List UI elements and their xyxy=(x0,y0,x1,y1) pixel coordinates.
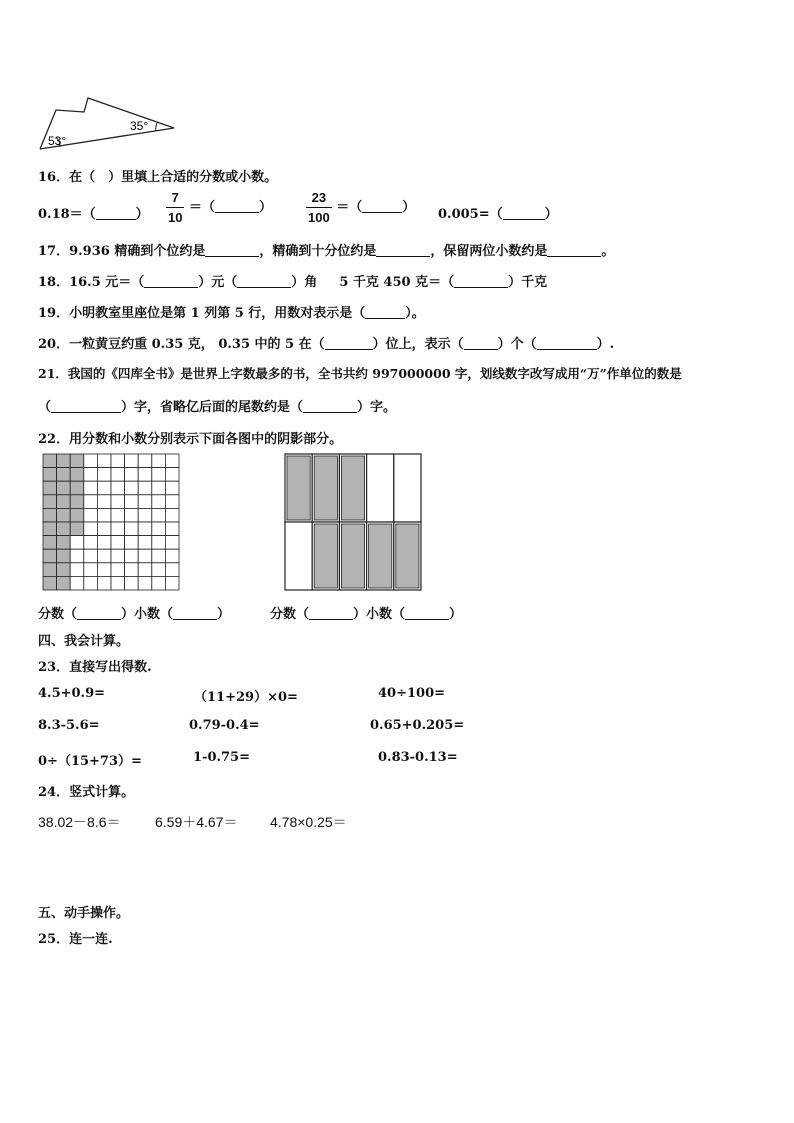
answer-blank[interactable] xyxy=(325,337,373,350)
grid-cell xyxy=(125,454,139,468)
grid-cell xyxy=(84,563,98,577)
grid-cell xyxy=(138,563,152,577)
grid-cell xyxy=(111,454,125,468)
q24-item: 38.02－8.6＝ xyxy=(38,814,121,830)
grid-cell xyxy=(84,522,98,536)
q23-item: 0.79-0.4= xyxy=(189,718,260,733)
grid-cell xyxy=(111,468,125,482)
grid-cell xyxy=(165,549,179,563)
grid-cell-shaded xyxy=(57,495,71,509)
grid-cell xyxy=(138,454,152,468)
grid-cell xyxy=(125,481,139,495)
grid-cell xyxy=(111,576,125,590)
grid-cell xyxy=(111,536,125,550)
grid-cell xyxy=(84,454,98,468)
grid-cell xyxy=(97,454,111,468)
angle-label-35: 35° xyxy=(130,119,149,133)
grid-cell-shaded xyxy=(57,549,71,563)
grid-cell xyxy=(111,508,125,522)
question-23: 23．直接写出得数. xyxy=(38,660,152,675)
grid-cell xyxy=(111,522,125,536)
grid-cell-shaded xyxy=(43,522,57,536)
grid-cell xyxy=(97,522,111,536)
grid-cell xyxy=(152,563,166,577)
grid-cell xyxy=(165,468,179,482)
ten-part-rectangle xyxy=(284,453,422,591)
grid-cell-shaded xyxy=(43,495,57,509)
grid-cell-shaded xyxy=(57,454,71,468)
grid-cell-shaded xyxy=(57,536,71,550)
grid-cell xyxy=(125,495,139,509)
grid-cell-shaded xyxy=(57,576,71,590)
grid-cell xyxy=(84,481,98,495)
rect-part xyxy=(285,522,312,590)
question-17: 17．9.936 精确到个位约是 ，精确到十分位约是 ，保留两位小数约是 。 xyxy=(38,244,615,259)
answer-blank[interactable] xyxy=(77,607,121,620)
grid-cell xyxy=(84,468,98,482)
q16-item-3: $\frac{23}{100}$ ＝（ ） xyxy=(308,190,416,225)
grid-cell-shaded xyxy=(57,481,71,495)
grid-cell-shaded xyxy=(43,508,57,522)
grid-cell xyxy=(97,495,111,509)
grid-cell xyxy=(165,563,179,577)
grid-cell xyxy=(70,563,84,577)
grid-cell xyxy=(97,549,111,563)
grid-cell xyxy=(138,549,152,563)
grid-cell xyxy=(97,508,111,522)
grid-cell-shaded xyxy=(70,495,84,509)
grid-cell xyxy=(152,481,166,495)
grid-cell xyxy=(152,495,166,509)
answer-blank[interactable] xyxy=(537,337,597,350)
grid-cell xyxy=(152,508,166,522)
grid-cell xyxy=(97,536,111,550)
grid-cell-shaded xyxy=(43,576,57,590)
grid-cell-shaded xyxy=(57,468,71,482)
grid-cell-shaded xyxy=(43,536,57,550)
grid-cell xyxy=(84,495,98,509)
grid-cell xyxy=(84,508,98,522)
answer-blank[interactable] xyxy=(405,607,449,620)
grid-cell xyxy=(138,522,152,536)
answer-blank[interactable] xyxy=(454,275,508,288)
grid-cell xyxy=(165,522,179,536)
question-21-line-1: 21．我国的《四库全书》是世界上字数最多的书，全书共约 997000000 字，划线数字改写成用“万”作单位的数是 xyxy=(38,366,682,381)
grid-cell xyxy=(84,576,98,590)
triangle-figure xyxy=(34,94,184,156)
grid-cell xyxy=(97,468,111,482)
grid-cell xyxy=(152,576,166,590)
question-20: 20．一粒黄豆约重 0.35 克， 0.35 中的 5 在（ ）位上，表示（ ）个（ ）. xyxy=(38,337,615,352)
question-18: 18．16.5 元＝（ ）元（ ）角 5 千克 450 克＝（ ）千克 xyxy=(38,275,548,290)
grid-cell xyxy=(138,468,152,482)
grid-cell xyxy=(138,481,152,495)
grid-cell xyxy=(111,563,125,577)
grid-cell xyxy=(125,508,139,522)
q23-item: 4.5+0.9= xyxy=(38,686,106,701)
grid-cell-shaded xyxy=(43,468,57,482)
fraction-23-100: $\frac{23}{100}$ xyxy=(308,190,330,225)
answer-blank[interactable] xyxy=(503,207,545,220)
answer-blank[interactable] xyxy=(365,306,405,319)
grid-cell xyxy=(152,549,166,563)
angle-label-53: 53° xyxy=(48,134,67,148)
grid-cell xyxy=(138,495,152,509)
grid-cell xyxy=(165,576,179,590)
rect-part-shaded xyxy=(314,524,337,588)
grid-cell xyxy=(125,536,139,550)
grid-cell-shaded xyxy=(70,454,84,468)
answer-blank[interactable] xyxy=(51,400,121,413)
question-21-line-2: （ ）字，省略亿后面的尾数约是（ ）字。 xyxy=(38,400,397,415)
grid-cell xyxy=(138,576,152,590)
q23-item: 1-0.75= xyxy=(193,750,250,765)
q23-item: 0.65+0.205= xyxy=(370,718,465,733)
answer-blank[interactable] xyxy=(303,400,357,413)
rect-part-shaded xyxy=(341,524,364,588)
question-16: 16．在（ ）里填上合适的分数或小数。 xyxy=(38,170,278,185)
answer-blank[interactable] xyxy=(215,200,259,213)
grid-cell-shaded xyxy=(70,508,84,522)
question-24: 24．竖式计算。 xyxy=(38,785,135,800)
grid-cell xyxy=(152,454,166,468)
q23-item: 0÷（15+73）= xyxy=(38,754,142,769)
q16-item-1: 0.18＝（ ） xyxy=(38,207,149,222)
section-4-title: 四、我会计算。 xyxy=(38,634,130,649)
grid-cell xyxy=(70,536,84,550)
rect-part xyxy=(394,454,421,522)
q22-grid-answers: 分数（ ）小数（ ） xyxy=(38,607,231,622)
rect-part-shaded xyxy=(396,524,419,588)
hundred-grid xyxy=(42,453,180,591)
grid-cell xyxy=(165,508,179,522)
q23-item: （11+29）×0= xyxy=(194,690,298,705)
answer-blank[interactable] xyxy=(362,200,402,213)
grid-cell xyxy=(138,536,152,550)
rect-part xyxy=(367,454,394,522)
grid-cell-shaded xyxy=(43,549,57,563)
answer-blank[interactable] xyxy=(173,607,217,620)
grid-cell xyxy=(165,454,179,468)
rect-part-shaded xyxy=(341,456,364,520)
grid-cell xyxy=(125,563,139,577)
grid-cell xyxy=(125,576,139,590)
q23-item: 40÷100= xyxy=(378,686,446,701)
grid-cell xyxy=(165,481,179,495)
grid-cell-shaded xyxy=(57,563,71,577)
grid-cell xyxy=(111,481,125,495)
grid-cell xyxy=(152,468,166,482)
grid-cell xyxy=(125,549,139,563)
grid-cell-shaded xyxy=(70,481,84,495)
q22-rect-answers: 分数（ ）小数（ ） xyxy=(270,607,463,622)
grid-cell xyxy=(111,495,125,509)
answer-blank[interactable] xyxy=(237,275,291,288)
grid-cell xyxy=(70,549,84,563)
grid-cell xyxy=(84,536,98,550)
grid-cell-shaded xyxy=(43,454,57,468)
grid-cell xyxy=(152,522,166,536)
q24-item: 4.78×0.25＝ xyxy=(270,814,347,830)
grid-cell xyxy=(165,536,179,550)
rect-part-shaded xyxy=(287,456,310,520)
section-5-title: 五、动手操作。 xyxy=(38,906,130,921)
grid-cell xyxy=(152,536,166,550)
answer-blank[interactable] xyxy=(547,244,601,257)
grid-cell xyxy=(138,508,152,522)
answer-blank[interactable] xyxy=(309,607,353,620)
grid-cell xyxy=(97,563,111,577)
question-22: 22．用分数和小数分别表示下面各图中的阴影部分。 xyxy=(38,432,343,447)
fraction-7-10: $\frac{7}{10}$ xyxy=(168,190,183,225)
grid-cell xyxy=(84,549,98,563)
grid-cell xyxy=(125,522,139,536)
grid-cell xyxy=(70,576,84,590)
rect-part-shaded xyxy=(369,524,392,588)
answer-blank[interactable] xyxy=(205,244,259,257)
q16-item-2: $\frac{7}{10}$ ＝（ ） xyxy=(168,190,273,225)
grid-cell xyxy=(111,549,125,563)
q23-item: 0.83-0.13= xyxy=(378,750,458,765)
q16-item-4: 0.005=（ ） xyxy=(438,207,558,222)
q23-item: 8.3-5.6= xyxy=(38,718,100,733)
grid-cell-shaded xyxy=(57,508,71,522)
answer-blank[interactable] xyxy=(144,275,198,288)
angle-arc-right xyxy=(156,123,157,131)
question-25: 25．连一连. xyxy=(38,932,113,947)
answer-blank[interactable] xyxy=(464,337,498,350)
grid-cell-shaded xyxy=(70,522,84,536)
rect-part-shaded xyxy=(314,456,337,520)
grid-cell xyxy=(97,576,111,590)
grid-cell-shaded xyxy=(43,481,57,495)
answer-blank[interactable] xyxy=(376,244,430,257)
q24-item: 6.59＋4.67＝ xyxy=(155,814,238,830)
grid-cell-shaded xyxy=(43,563,57,577)
grid-cell-shaded xyxy=(70,468,84,482)
grid-cell xyxy=(125,468,139,482)
answer-blank[interactable] xyxy=(96,207,136,220)
grid-cell xyxy=(165,495,179,509)
grid-cell xyxy=(97,481,111,495)
grid-cell-shaded xyxy=(57,522,71,536)
question-19: 19．小明教室里座位是第 1 列第 5 行，用数对表示是（ ）。 xyxy=(38,306,425,321)
